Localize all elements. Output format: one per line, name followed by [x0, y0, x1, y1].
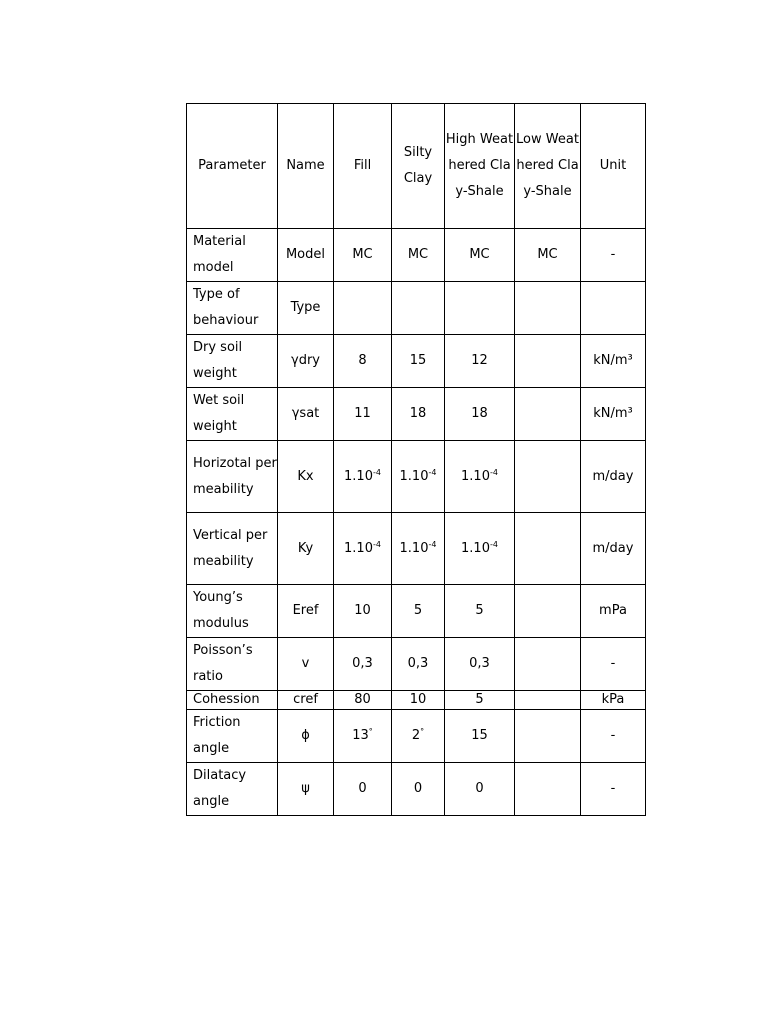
- row-silty: 0,3: [392, 638, 445, 691]
- table-row: [187, 691, 646, 710]
- row-fill: 0: [334, 763, 392, 816]
- row-fill: [334, 710, 392, 763]
- row-low: [515, 585, 581, 638]
- value-mantissa: 1.10: [344, 540, 373, 556]
- table-row: [187, 585, 646, 638]
- value-exponent: -4: [489, 539, 498, 549]
- row-parameter: Type of behaviour: [187, 282, 278, 335]
- row-parameter: Young’s modulus: [187, 585, 278, 638]
- value-number: 13: [352, 728, 369, 743]
- row-low: [515, 513, 581, 585]
- row-fill: 11: [334, 388, 392, 441]
- row-unit: kN/m³: [581, 388, 646, 441]
- table-row: [187, 388, 646, 441]
- table-row: [187, 710, 646, 763]
- row-unit: -: [581, 638, 646, 691]
- row-unit: -: [581, 763, 646, 816]
- row-high: MC: [445, 229, 515, 282]
- row-low: [515, 691, 581, 710]
- table-row: [187, 229, 646, 282]
- table-row: [187, 513, 646, 585]
- row-silty: [392, 441, 445, 513]
- value-mantissa: 1.10: [399, 540, 429, 556]
- row-silty: [392, 710, 445, 763]
- row-low: [515, 388, 581, 441]
- row-name: Eref: [278, 585, 334, 638]
- row-high: 5: [445, 585, 515, 638]
- header-fill: Fill: [334, 104, 392, 229]
- value-mantissa: 1.10: [461, 540, 490, 556]
- row-low: [515, 638, 581, 691]
- row-unit: mPa: [581, 585, 646, 638]
- row-fill: [334, 441, 392, 513]
- value-number: 2: [411, 728, 421, 743]
- row-low: [515, 710, 581, 763]
- row-parameter: Dilatacy angle: [187, 763, 278, 816]
- row-name: Type: [278, 282, 334, 335]
- row-high: 18: [445, 388, 515, 441]
- row-low: [515, 763, 581, 816]
- row-name: Model: [278, 229, 334, 282]
- table-row: [187, 335, 646, 388]
- row-unit: m/day: [581, 513, 646, 585]
- row-high: [445, 513, 515, 585]
- row-fill: [334, 513, 392, 585]
- value-exponent: -4: [372, 467, 381, 477]
- row-silty: [392, 513, 445, 585]
- row-high: 0,3: [445, 638, 515, 691]
- row-parameter: Friction angle: [187, 710, 278, 763]
- row-silty: MC: [392, 229, 445, 282]
- header-silty-clay: Silty Clay: [392, 104, 445, 229]
- row-silty: 5: [392, 585, 445, 638]
- value-mantissa: 1.10: [344, 468, 373, 484]
- value-mantissa: 1.10: [399, 468, 429, 484]
- row-unit: m/day: [581, 441, 646, 513]
- row-high: 15: [445, 710, 515, 763]
- row-parameter: Poisson’s ratio: [187, 638, 278, 691]
- row-high: 5: [445, 691, 515, 710]
- header-high-weathered: High Weathered Clay-Shale: [445, 104, 515, 229]
- row-unit: -: [581, 710, 646, 763]
- row-unit: [581, 282, 646, 335]
- degree-symbol: °: [420, 727, 425, 736]
- header-unit: Unit: [581, 104, 646, 229]
- row-name: Kx: [278, 441, 334, 513]
- row-silty: 15: [392, 335, 445, 388]
- row-name: γsat: [278, 388, 334, 441]
- row-high: [445, 282, 515, 335]
- row-name: cref: [278, 691, 334, 710]
- row-low: [515, 335, 581, 388]
- table-row: [187, 282, 646, 335]
- row-name: Ky: [278, 513, 334, 585]
- row-parameter: Wet soil weight: [187, 388, 278, 441]
- table-row: [187, 763, 646, 816]
- row-unit: -: [581, 229, 646, 282]
- row-silty: 0: [392, 763, 445, 816]
- value-exponent: -4: [489, 467, 498, 477]
- value-exponent: -4: [428, 467, 437, 477]
- value-exponent: -4: [372, 539, 381, 549]
- row-parameter: Material model: [187, 229, 278, 282]
- row-low: [515, 441, 581, 513]
- row-fill: MC: [334, 229, 392, 282]
- header-parameter: Parameter: [187, 104, 278, 229]
- row-parameter: Vertical permeability: [187, 513, 278, 585]
- row-fill: 80: [334, 691, 392, 710]
- row-fill: [334, 282, 392, 335]
- row-fill: 0,3: [334, 638, 392, 691]
- row-fill: 8: [334, 335, 392, 388]
- row-name: γdry: [278, 335, 334, 388]
- row-low: [515, 282, 581, 335]
- value-exponent: -4: [428, 539, 437, 549]
- row-high: 0: [445, 763, 515, 816]
- row-high: 12: [445, 335, 515, 388]
- row-unit: kN/m³: [581, 335, 646, 388]
- row-parameter: Dry soil weight: [187, 335, 278, 388]
- row-parameter: Cohession: [187, 691, 278, 710]
- table-row: [187, 638, 646, 691]
- row-low: MC: [515, 229, 581, 282]
- header-low-weathered: Low Weathered Clay-Shale: [515, 104, 581, 229]
- row-name: ϕ: [278, 710, 334, 763]
- table-row: [187, 441, 646, 513]
- row-silty: [392, 282, 445, 335]
- row-silty: 18: [392, 388, 445, 441]
- row-silty: 10: [392, 691, 445, 710]
- row-unit: kPa: [581, 691, 646, 710]
- row-parameter: Horizotal permeability: [187, 441, 278, 513]
- header-row: [187, 104, 646, 229]
- row-high: [445, 441, 515, 513]
- row-name: v: [278, 638, 334, 691]
- row-name: ψ: [278, 763, 334, 816]
- degree-symbol: °: [368, 727, 373, 736]
- header-name: Name: [278, 104, 334, 229]
- row-fill: 10: [334, 585, 392, 638]
- value-mantissa: 1.10: [461, 468, 490, 484]
- soil-parameters-table: [186, 103, 646, 816]
